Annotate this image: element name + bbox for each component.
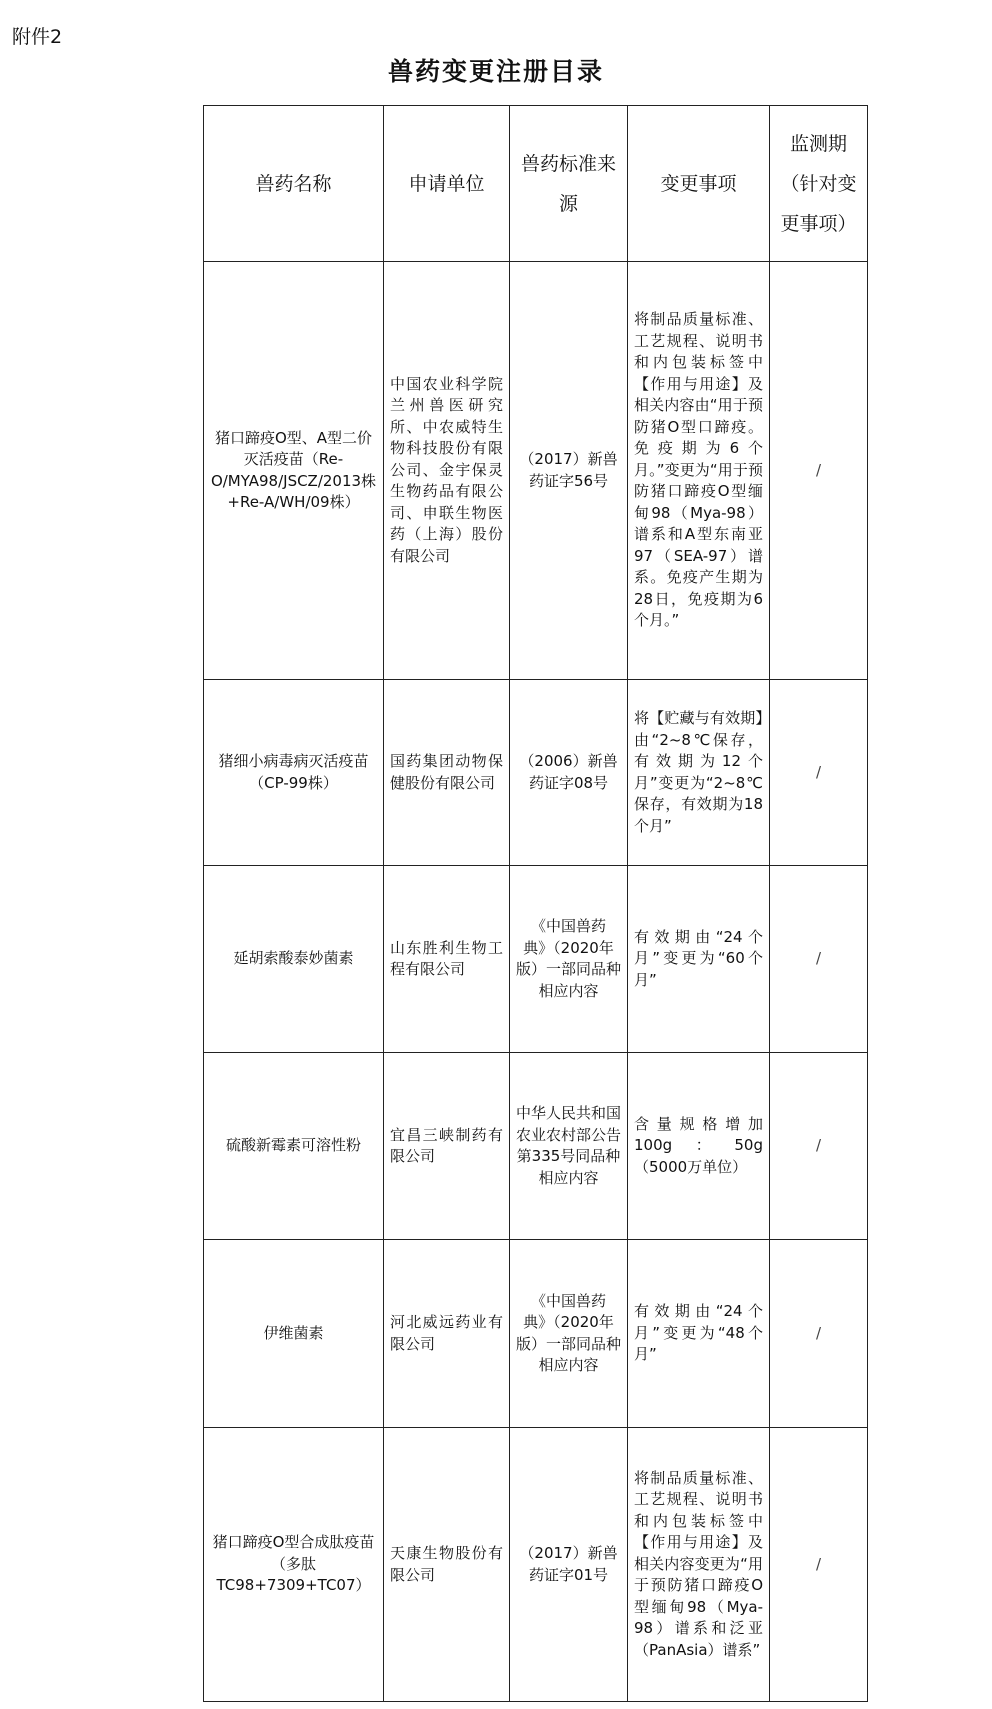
cell-applicant: 山东胜利生物工程有限公司 xyxy=(384,866,510,1053)
registration-table xyxy=(203,105,868,1702)
cell-applicant: 国药集团动物保健股份有限公司 xyxy=(384,680,510,866)
cell-change: 将制品质量标准、工艺规程、说明书和内包装标签中【作用与用途】及相关内容由“用于预防猪O型口蹄疫。免疫期为6个月。”变更为“用于预防猪口蹄疫O型缅甸98（Mya-98）谱系和A型东南亚97（SEA-97）谱系。免疫产生期为28日，免疫期为6个月。” xyxy=(628,262,770,680)
table-row xyxy=(204,1428,868,1702)
cell-monitoring: / xyxy=(770,1428,868,1702)
cell-name: 硫酸新霉素可溶性粉 xyxy=(204,1053,384,1240)
cell-standard-source: 《中国兽药典》（2020年版）一部同品种相应内容 xyxy=(510,866,628,1053)
cell-name: 猪细小病毒病灭活疫苗（CP-99株） xyxy=(204,680,384,866)
table-row xyxy=(204,1053,868,1240)
cell-standard-source: （2006）新兽药证字08号 xyxy=(510,680,628,866)
cell-applicant: 天康生物股份有限公司 xyxy=(384,1428,510,1702)
cell-name: 延胡索酸泰妙菌素 xyxy=(204,866,384,1053)
cell-change: 有效期由“24个月”变更为“60个月” xyxy=(628,866,770,1053)
cell-standard-source: 中华人民共和国农业农村部公告第335号同品种相应内容 xyxy=(510,1053,628,1240)
cell-applicant: 河北威远药业有限公司 xyxy=(384,1240,510,1428)
table-row xyxy=(204,1240,868,1428)
header-change: 变更事项 xyxy=(628,106,770,262)
table-header-row xyxy=(204,106,868,262)
cell-monitoring: / xyxy=(770,1053,868,1240)
header-applicant: 申请单位 xyxy=(384,106,510,262)
cell-change: 将【贮藏与有效期】由“2~8℃保存，有效期为12个月”变更为“2~8℃保存，有效期为18个月” xyxy=(628,680,770,866)
cell-applicant: 中国农业科学院兰州兽医研究所、中农威特生物科技股份有限公司、金宇保灵生物药品有限公司、申联生物医药（上海）股份有限公司 xyxy=(384,262,510,680)
cell-standard-source: （2017）新兽药证字01号 xyxy=(510,1428,628,1702)
header-monitoring: 监测期（针对变更事项） xyxy=(770,106,868,262)
table-row xyxy=(204,680,868,866)
cell-monitoring: / xyxy=(770,866,868,1053)
table-row xyxy=(204,866,868,1053)
cell-applicant: 宜昌三峡制药有限公司 xyxy=(384,1053,510,1240)
header-name: 兽药名称 xyxy=(204,106,384,262)
cell-monitoring: / xyxy=(770,1240,868,1428)
cell-name: 伊维菌素 xyxy=(204,1240,384,1428)
cell-monitoring: / xyxy=(770,262,868,680)
annex-label: 附件2 xyxy=(12,26,63,48)
cell-change: 将制品质量标准、工艺规程、说明书和内包装标签中【作用与用途】及相关内容变更为“用于预防猪口蹄疫O型缅甸98（Mya-98）谱系和泛亚（PanAsia）谱系” xyxy=(628,1428,770,1702)
cell-monitoring: / xyxy=(770,680,868,866)
header-standard-source: 兽药标准来源 xyxy=(510,106,628,262)
cell-change: 有效期由“24个月”变更为“48个月” xyxy=(628,1240,770,1428)
cell-name: 猪口蹄疫O型、A型二价灭活疫苗（Re-O/MYA98/JSCZ/2013株+Re-A/WH/09株） xyxy=(204,262,384,680)
cell-standard-source: （2017）新兽药证字56号 xyxy=(510,262,628,680)
cell-standard-source: 《中国兽药典》（2020年版）一部同品种相应内容 xyxy=(510,1240,628,1428)
page-title: 兽药变更注册目录 xyxy=(387,57,604,86)
table-row xyxy=(204,262,868,680)
cell-name: 猪口蹄疫O型合成肽疫苗（多肽TC98+7309+TC07） xyxy=(204,1428,384,1702)
cell-change: 含量规格增加100g：50g（5000万单位） xyxy=(628,1053,770,1240)
